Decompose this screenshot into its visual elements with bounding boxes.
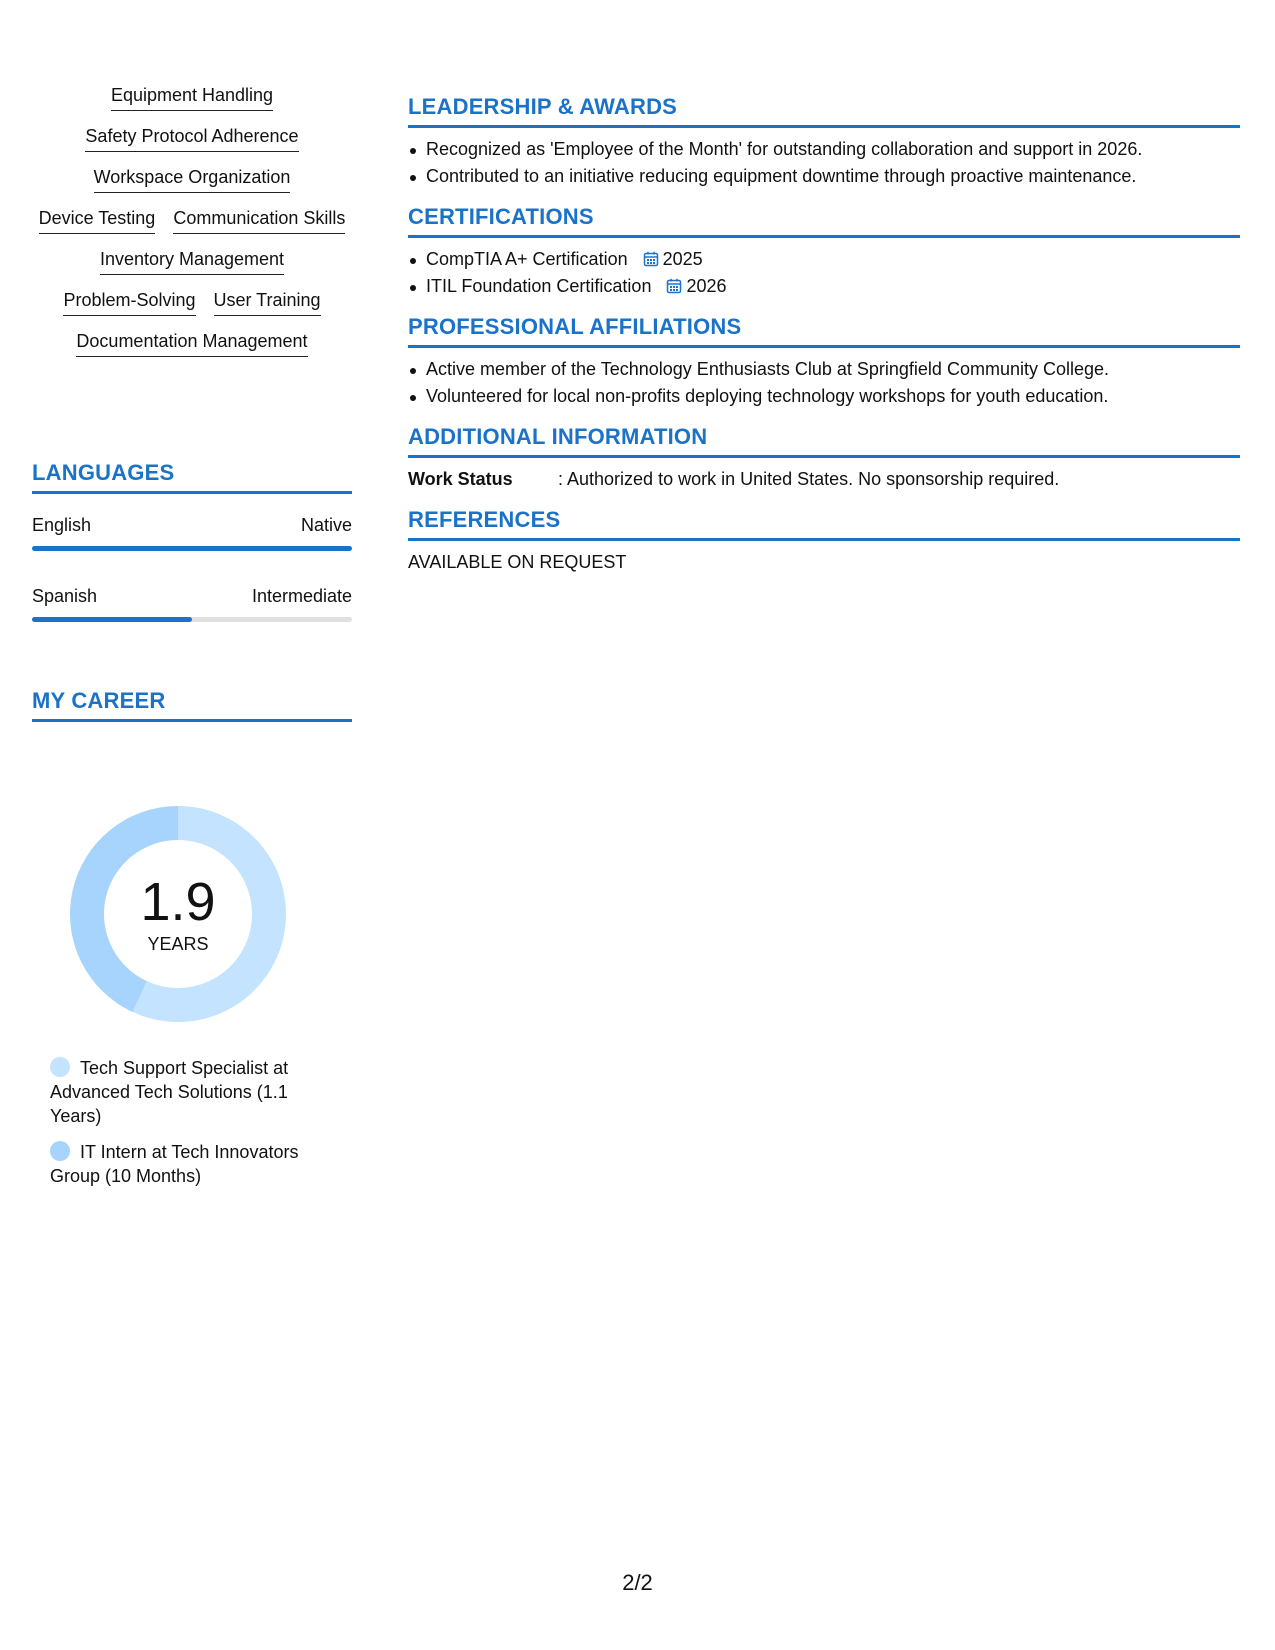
legend-dot — [50, 1057, 70, 1077]
language-progress-bar — [32, 546, 352, 551]
language-item — [32, 585, 352, 622]
language-progress-fill — [32, 617, 192, 622]
career-role-label: Tech Support Specialist at Advanced Tech Solutions (1.1 Years) — [50, 1058, 289, 1126]
calendar-icon — [643, 251, 659, 267]
section-divider — [408, 538, 1240, 541]
career-total-unit: YEARS — [147, 934, 209, 954]
section-divider — [408, 455, 1240, 458]
additional-info-title: ADDITIONAL INFORMATION — [408, 424, 708, 449]
work-status-row — [408, 466, 1240, 493]
career-section — [32, 688, 352, 722]
leadership-section — [408, 94, 1240, 190]
affiliations-title: PROFESSIONAL AFFILIATIONS — [408, 314, 742, 339]
donut-center — [66, 802, 290, 1026]
certification-year: 2025 — [662, 249, 703, 269]
certifications-section — [408, 204, 1240, 300]
skill-tag: Documentation Management — [76, 330, 307, 357]
legend-dot — [50, 1141, 70, 1161]
certification-name: CompTIA A+ Certification — [426, 249, 628, 269]
list-item: Volunteered for local non-profits deploying technology workshops for youth education. — [408, 383, 1240, 410]
skill-tag: Safety Protocol Adherence — [85, 125, 298, 152]
section-divider — [408, 125, 1240, 128]
right-column — [408, 94, 1240, 590]
skill-tag: User Training — [214, 289, 321, 316]
language-level: Intermediate — [251, 586, 352, 606]
certification-year: 2026 — [686, 276, 727, 296]
skills-list — [32, 84, 352, 357]
language-level: Native — [300, 515, 352, 535]
career-title: MY CAREER — [32, 688, 166, 713]
certifications-list — [408, 246, 1240, 300]
language-item — [32, 514, 352, 551]
career-legend-item — [50, 1140, 330, 1188]
section-divider — [32, 719, 352, 722]
work-status-label: Work Status — [408, 469, 513, 489]
skill-tag: Device Testing — [39, 207, 156, 234]
section-divider — [408, 235, 1240, 238]
career-legend-item — [50, 1056, 330, 1128]
languages-title: LANGUAGES — [32, 460, 175, 485]
language-progress-bar — [32, 617, 352, 622]
skill-tag: Communication Skills — [173, 207, 345, 234]
leadership-title: LEADERSHIP & AWARDS — [408, 94, 678, 119]
language-progress-fill — [32, 546, 352, 551]
skill-tag: Problem-Solving — [63, 289, 195, 316]
affiliations-list — [408, 356, 1240, 410]
references-title: REFERENCES — [408, 507, 561, 532]
skill-tag: Inventory Management — [100, 248, 284, 275]
list-item — [408, 246, 1240, 273]
additional-info-section — [408, 424, 1240, 493]
references-section — [408, 507, 1240, 576]
skill-tag: Equipment Handling — [111, 84, 273, 111]
section-divider — [408, 345, 1240, 348]
language-name: English — [32, 515, 92, 535]
language-name: Spanish — [32, 586, 98, 606]
list-item: Active member of the Technology Enthusiasts Club at Springfield Community College. — [408, 356, 1240, 383]
skill-tag: Workspace Organization — [94, 166, 291, 193]
affiliations-section — [408, 314, 1240, 410]
career-legend — [50, 1056, 330, 1200]
certifications-title: CERTIFICATIONS — [408, 204, 594, 229]
leadership-list — [408, 136, 1240, 190]
calendar-icon — [666, 278, 682, 294]
career-role-label: IT Intern at Tech Innovators Group (10 Months) — [50, 1142, 299, 1186]
languages-section — [32, 460, 352, 622]
work-status-value: : Authorized to work in United States. No sponsorship required. — [558, 469, 1060, 489]
section-divider — [32, 491, 352, 494]
page-number: 2/2 — [622, 1570, 653, 1595]
left-column — [32, 84, 352, 1186]
career-donut-chart — [66, 802, 290, 1026]
references-text: AVAILABLE ON REQUEST — [408, 552, 627, 572]
list-item: Recognized as 'Employee of the Month' for outstanding collaboration and support in 2026. — [408, 136, 1240, 163]
list-item: Contributed to an initiative reducing equipment downtime through proactive maintenance. — [408, 163, 1240, 190]
career-total-years: 1.9 — [140, 872, 216, 932]
certification-name: ITIL Foundation Certification — [426, 276, 652, 296]
list-item — [408, 273, 1240, 300]
